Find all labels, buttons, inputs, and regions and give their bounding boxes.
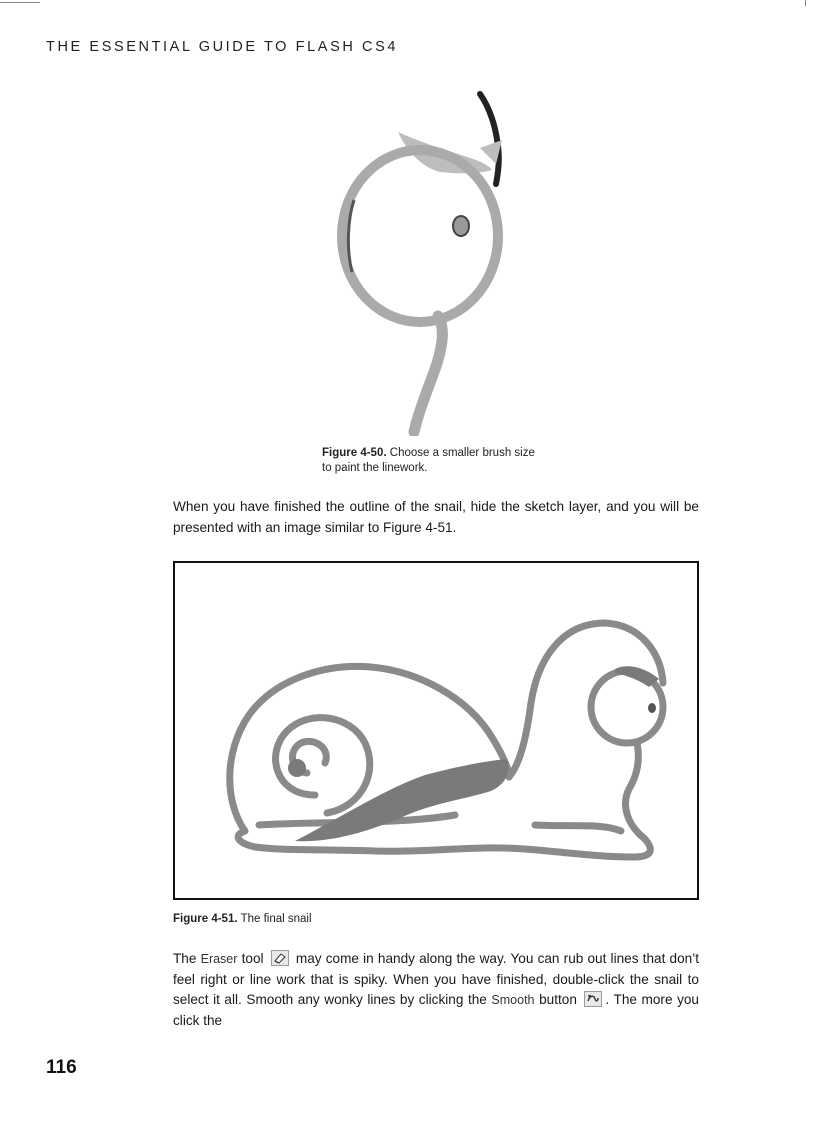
figure-4-51-image — [175, 563, 697, 898]
figure-4-50-image — [320, 88, 520, 436]
eraser-icon — [271, 950, 289, 966]
running-head: THE ESSENTIAL GUIDE TO FLASH CS4 — [46, 39, 399, 55]
crop-mark-right — [805, 0, 812, 6]
figure-4-50-caption — [322, 446, 562, 476]
p2-seg2: tool — [237, 951, 268, 966]
smooth-term: Smooth — [491, 993, 535, 1007]
figure-4-51-frame — [173, 561, 699, 900]
figure-4-50-caption-line2: to paint the linework. — [322, 462, 428, 474]
p2-seg5: . The more you click the — [173, 992, 699, 1028]
figure-4-50-label: Figure 4-50. — [322, 447, 387, 459]
figure-4-51-label: Figure 4-51. — [173, 913, 238, 925]
p2-seg3: may come in handy along the way. You can rub out lines that don’t feel right or line work that is spiky. When you have finished, double-click the snail to select it all. Smooth any wonky lines by clicking the — [173, 951, 700, 1007]
paragraph-2 — [173, 949, 699, 1031]
smooth-icon — [584, 991, 602, 1007]
p2-seg4: button — [534, 992, 582, 1007]
paragraph-1: When you have finished the outline of the snail, hide the sketch layer, and you will be presented with an image similar to Figure 4-51. — [173, 499, 699, 535]
page-number: 116 — [46, 1057, 77, 1078]
figure-4-51-caption — [173, 912, 573, 927]
figure-4-50-caption-line1: Choose a smaller brush size — [389, 447, 535, 459]
eraser-term: Eraser — [200, 952, 238, 966]
figure-4-51-caption-text: The final snail — [240, 913, 312, 925]
p2-seg1: The — [173, 951, 201, 966]
crop-mark-left — [0, 2, 40, 3]
